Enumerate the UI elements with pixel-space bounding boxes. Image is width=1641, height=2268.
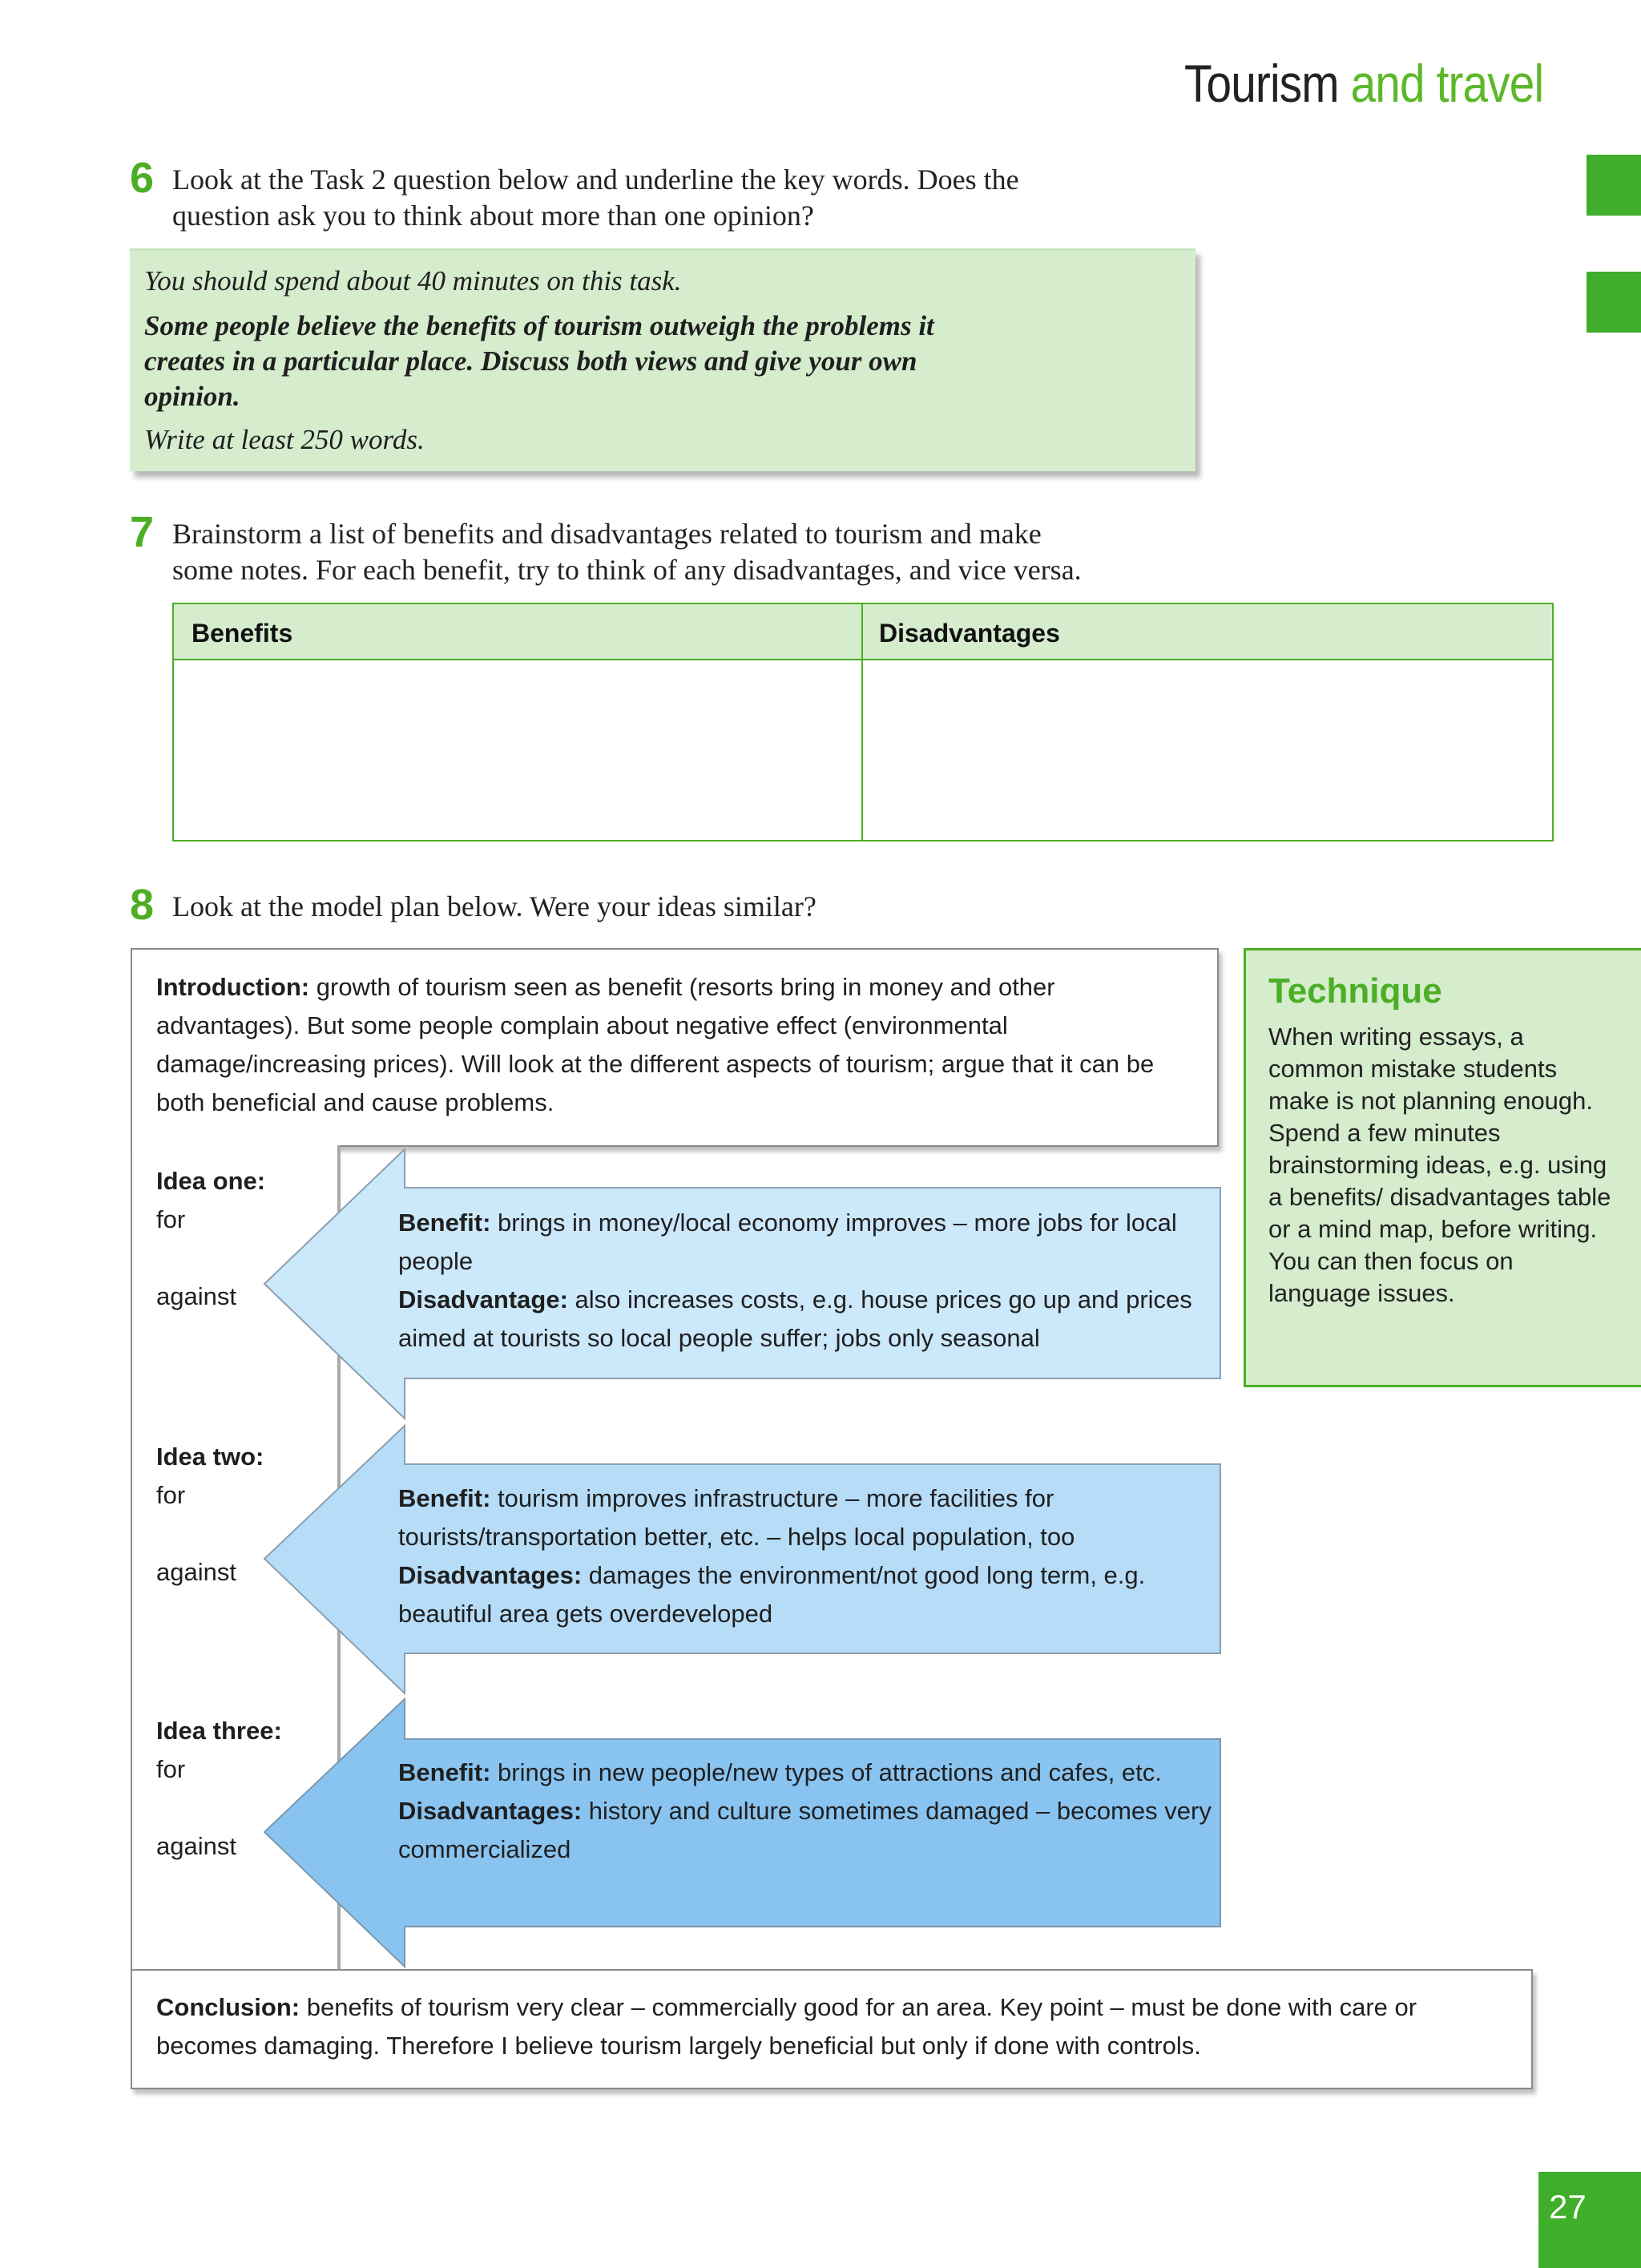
- header-title-main: Tourism: [1183, 54, 1339, 113]
- technique-title: Technique: [1268, 971, 1442, 1011]
- idea-one-against: against: [156, 1282, 236, 1310]
- idea-two-benefit-text: tourism improves infrastructure – more facilities for tourists/transportation better, etc. – helps local population, too: [398, 1484, 1075, 1551]
- side-tab-upper: [1587, 155, 1641, 216]
- idea-three-benefit-label: Benefit:: [398, 1758, 491, 1786]
- question-6-line-2: question ask you to think about more than one opinion?: [172, 200, 814, 232]
- table-header-benefits: Benefits: [192, 619, 293, 648]
- conclusion-text: benefits of tourism very clear – commercially good for an area. Key point – must be done with care or becomes damaging. Therefore I believe tourism largely beneficial but only if done with controls.: [156, 1993, 1417, 2060]
- idea-two-content: [398, 1479, 1216, 1633]
- side-tab-lower: [1587, 272, 1641, 333]
- page-header-title: [1184, 53, 1543, 114]
- idea-two-against: against: [156, 1558, 236, 1586]
- question-7-line-1: Brainstorm a list of benefits and disadvantages related to tourism and make: [172, 518, 1042, 550]
- question-6-line-1: Look at the Task 2 question below and underline the key words. Does the: [172, 163, 1019, 196]
- technique-text: When writing essays, a common mistake students make is not planning enough. Spend a few minutes brainstorming ideas, e.g. using a benefits/ disadvantages table or a mind map, before writing. You can then focus on language issues.: [1268, 1023, 1611, 1307]
- task-word-count: Write at least 250 words.: [144, 424, 425, 455]
- idea-two-for: for: [156, 1481, 186, 1509]
- plan-conclusion: [156, 1988, 1518, 2065]
- idea-one-disadvantage-text: also increases costs, e.g. house prices go up and prices aimed at tourists so local people suffer; jobs only seasonal: [398, 1285, 1192, 1352]
- question-8-line-1: Look at the model plan below. Were your ideas similar?: [172, 890, 816, 922]
- plan-introduction: [156, 968, 1198, 1122]
- idea-one-label: Idea one:: [156, 1167, 266, 1195]
- idea-one-content: [398, 1204, 1216, 1358]
- task-prompt-line-2: creates in a particular place. Discuss both views and give your own: [144, 345, 917, 377]
- question-6-number: 6: [130, 154, 155, 202]
- benefits-answer-cell[interactable]: [174, 660, 860, 840]
- conclusion-label: Conclusion:: [156, 1993, 300, 2021]
- task-2-question-box: [130, 248, 1195, 471]
- idea-three-content: [398, 1753, 1216, 1869]
- idea-two-label: Idea two:: [156, 1443, 264, 1471]
- technique-box: [1244, 948, 1641, 1387]
- idea-two-benefit-label: Benefit:: [398, 1484, 491, 1512]
- page-number: 27: [1549, 2188, 1587, 2226]
- idea-two-disadvantage-label: Disadvantages:: [398, 1561, 583, 1589]
- task-time: You should spend about 40 minutes on this task.: [144, 265, 682, 297]
- idea-three-against: against: [156, 1832, 236, 1860]
- table-header-row: [174, 604, 1552, 660]
- idea-three-benefit-text: brings in new people/new types of attractions and cafes, etc.: [498, 1758, 1162, 1786]
- idea-three-label: Idea three:: [156, 1717, 282, 1745]
- idea-one-benefit-label: Benefit:: [398, 1209, 491, 1237]
- task-prompt-line-1: Some people believe the benefits of tourism outweigh the problems it: [144, 310, 934, 341]
- idea-three-disadvantage-text: history and culture sometimes damaged – becomes very commercialized: [398, 1797, 1212, 1863]
- idea-three-for: for: [156, 1755, 186, 1783]
- introduction-label: Introduction:: [156, 973, 310, 1001]
- page-number-badge: [1538, 2172, 1641, 2268]
- idea-three-disadvantage-label: Disadvantages:: [398, 1797, 583, 1825]
- benefits-disadvantages-table: [172, 603, 1554, 841]
- table-header-disadvantages: Disadvantages: [879, 619, 1060, 648]
- idea-two-disadvantage-text: damages the environment/not good long term, e.g. beautiful area gets overdeveloped: [398, 1561, 1146, 1628]
- question-7-number: 7: [130, 508, 155, 556]
- task-prompt-line-3: opinion.: [144, 381, 240, 412]
- idea-one-benefit-text: brings in money/local economy improves – more jobs for local people: [398, 1209, 1177, 1275]
- question-7-line-2: some notes. For each benefit, try to think of any disadvantages, and vice versa.: [172, 554, 1082, 586]
- introduction-text: growth of tourism seen as benefit (resorts bring in money and other advantages). But some people complain about negative effect (environmental damage/increasing prices). Will look at the different aspects of tourism; argue that it can be both beneficial and cause problems.: [156, 973, 1155, 1116]
- question-8-number: 8: [130, 881, 155, 929]
- header-title-accent: and travel: [1350, 54, 1543, 113]
- plan-conclusion-box: [131, 1969, 1533, 2089]
- plan-introduction-box: [131, 948, 1219, 1147]
- idea-one-for: for: [156, 1205, 186, 1233]
- idea-one-disadvantage-label: Disadvantage:: [398, 1285, 568, 1314]
- disadvantages-answer-cell[interactable]: [863, 660, 1552, 840]
